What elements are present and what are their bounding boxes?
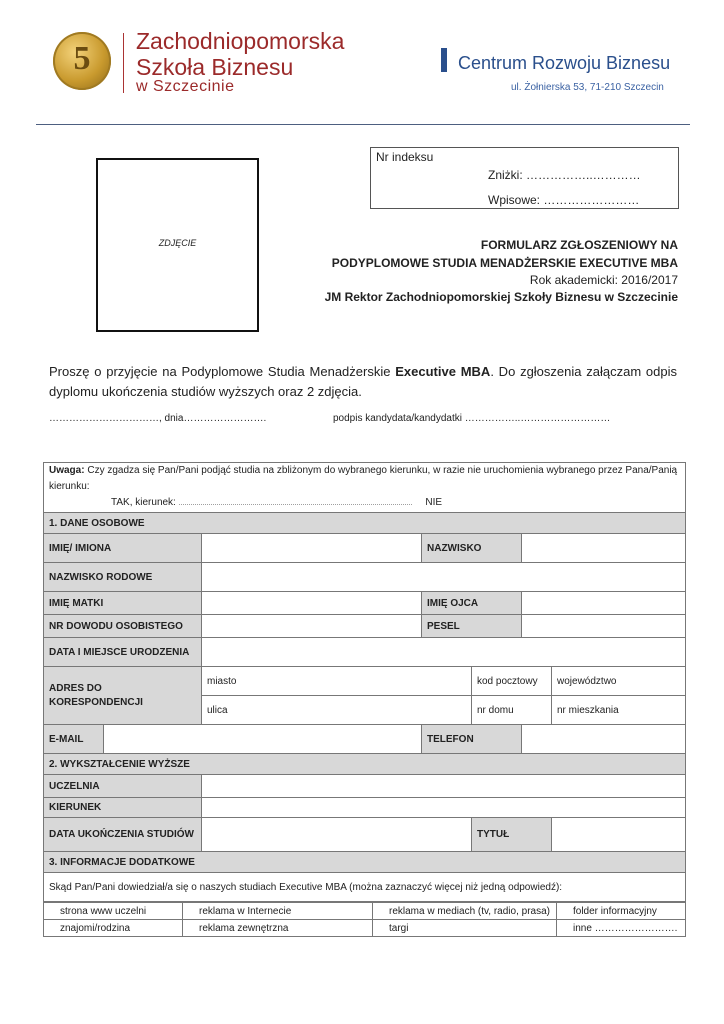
option-internet-ad[interactable]: reklama w Internecie	[183, 903, 373, 920]
notice-text: Czy zgadza się Pan/Pani podjąć studia na zbliżonym do wybranego kierunku, w razie nie uruchomienia wybranego przez Pana/Panią kierunku:	[49, 465, 678, 492]
university-field[interactable]	[202, 775, 686, 798]
photo-box[interactable]	[96, 158, 259, 332]
source-question: Skąd Pan/Pani dowiedział/a się o naszych studiach Executive MBA (można zaznaczyć więcej niż jedną odpowiedź):	[44, 873, 686, 902]
index-number-label: Nr indeksu	[376, 150, 434, 164]
phone-label: TELEFON	[422, 725, 522, 754]
first-names-label: IMIĘ/ IMIONA	[44, 534, 202, 563]
statement-part1: Proszę o przyjęcie na Podyplomowe Studia Menadżerskie	[49, 364, 396, 379]
flat-number-field[interactable]: nr mieszkania	[552, 696, 686, 725]
maiden-name-field[interactable]	[202, 563, 686, 592]
statement-program: Executive MBA	[395, 364, 491, 379]
application-statement	[49, 362, 677, 402]
father-name-label: IMIĘ OJCA	[422, 592, 522, 615]
graduation-date-field[interactable]	[202, 818, 472, 852]
university-label: UCZELNIA	[44, 775, 202, 798]
graduation-date-label: DATA UKOŃCZENIA STUDIÓW	[44, 818, 202, 852]
option-yes[interactable]: TAK, kierunek:	[111, 497, 176, 508]
school-name-line3: w Szczecinie	[136, 78, 235, 95]
centre-name: Centrum Rozwoju Biznesu	[458, 53, 671, 73]
addressee: JM Rektor Zachodniopomorskiej Szkoły Biznesu w Szczecinie	[324, 290, 678, 304]
centre-address: ul. Żołnierska 53, 71-210 Szczecin	[511, 82, 664, 93]
signature-line[interactable]: podpis kandydata/kandydatki ……………..………………………	[333, 413, 611, 424]
city-field[interactable]: miasto	[202, 667, 472, 696]
id-number-field[interactable]	[202, 615, 422, 638]
birth-field[interactable]	[202, 638, 686, 667]
option-brochure[interactable]: folder informacyjny	[557, 903, 686, 920]
surname-field[interactable]	[522, 534, 686, 563]
option-no[interactable]: NIE	[425, 497, 443, 508]
email-label: E-MAIL	[44, 725, 104, 754]
voivodeship-field[interactable]: województwo	[552, 667, 686, 696]
email-field[interactable]	[104, 725, 422, 754]
option-university-website[interactable]: strona www uczelni	[44, 903, 183, 920]
notice-label: Uwaga:	[49, 465, 85, 476]
pesel-field[interactable]	[522, 615, 686, 638]
school-seal-logo	[53, 32, 111, 90]
option-media-ad[interactable]: reklama w mediach (tv, radio, prasa)	[373, 903, 557, 920]
source-options-table	[43, 902, 686, 937]
option-friends-family[interactable]: znajomi/rodzina	[44, 920, 183, 937]
field-name-dots[interactable]: ………………………………………………………………………………………………………	[178, 501, 413, 507]
address-label: ADRES DO KORESPONDENCJI	[44, 667, 202, 725]
option-fair[interactable]: targi	[373, 920, 557, 937]
birth-label: DATA I MIEJSCE URODZENIA	[44, 638, 202, 667]
degree-label: TYTUŁ	[472, 818, 552, 852]
application-form	[43, 462, 685, 937]
date-line[interactable]: ……………………………, dnia…………………….	[49, 413, 267, 424]
field-of-study-label: KIERUNEK	[44, 798, 202, 818]
discounts-field: Zniżki: ……………..…………	[488, 168, 641, 182]
header-divider	[123, 33, 124, 93]
first-names-field[interactable]	[202, 534, 422, 563]
field-of-study-field[interactable]	[202, 798, 686, 818]
street-field[interactable]: ulica	[202, 696, 472, 725]
house-number-field[interactable]: nr domu	[472, 696, 552, 725]
school-name-line2: Szkoła Biznesu	[136, 54, 294, 80]
form-title-line2: PODYPLOMOWE STUDIA MENADŻERSKIE EXECUTIVE MBA	[331, 256, 678, 270]
postcode-field[interactable]: kod pocztowy	[472, 667, 552, 696]
phone-field[interactable]	[522, 725, 686, 754]
form-title-line1: FORMULARZ ZGŁOSZENIOWY NA	[480, 238, 678, 252]
father-name-field[interactable]	[522, 592, 686, 615]
seal-number: 5	[73, 40, 91, 77]
option-outdoor-ad[interactable]: reklama zewnętrzna	[183, 920, 373, 937]
section-higher-education: 2. WYKSZTAŁCENIE WYŻSZE	[44, 754, 686, 775]
section-additional-info: 3. INFORMACJE DODATKOWE	[44, 852, 686, 873]
header-rule	[36, 124, 690, 125]
statement-part2: . Do zgłoszenia załączam odpis dyplomu ukończenia studiów wyższych oraz 2 zdjęcia.	[49, 364, 678, 399]
pesel-label: PESEL	[422, 615, 522, 638]
entry-fee-field: Wpisowe: ……………………	[488, 193, 640, 207]
photo-label: ZDJĘCIE	[158, 238, 197, 248]
section-personal-data: 1. DANE OSOBOWE	[44, 513, 686, 534]
index-box	[370, 147, 679, 209]
academic-year: Rok akademicki: 2016/2017	[529, 273, 678, 287]
mother-name-label: IMIĘ MATKI	[44, 592, 202, 615]
notice-cell	[44, 463, 686, 513]
mother-name-field[interactable]	[202, 592, 422, 615]
id-number-label: NR DOWODU OSOBISTEGO	[44, 615, 202, 638]
degree-field[interactable]	[552, 818, 686, 852]
option-other[interactable]: inne …………………….	[557, 920, 686, 937]
maiden-name-label: NAZWISKO RODOWE	[44, 563, 202, 592]
school-name-line1: Zachodniopomorska	[136, 28, 345, 54]
surname-label: NAZWISKO	[422, 534, 522, 563]
centre-logo-bar	[441, 48, 447, 72]
